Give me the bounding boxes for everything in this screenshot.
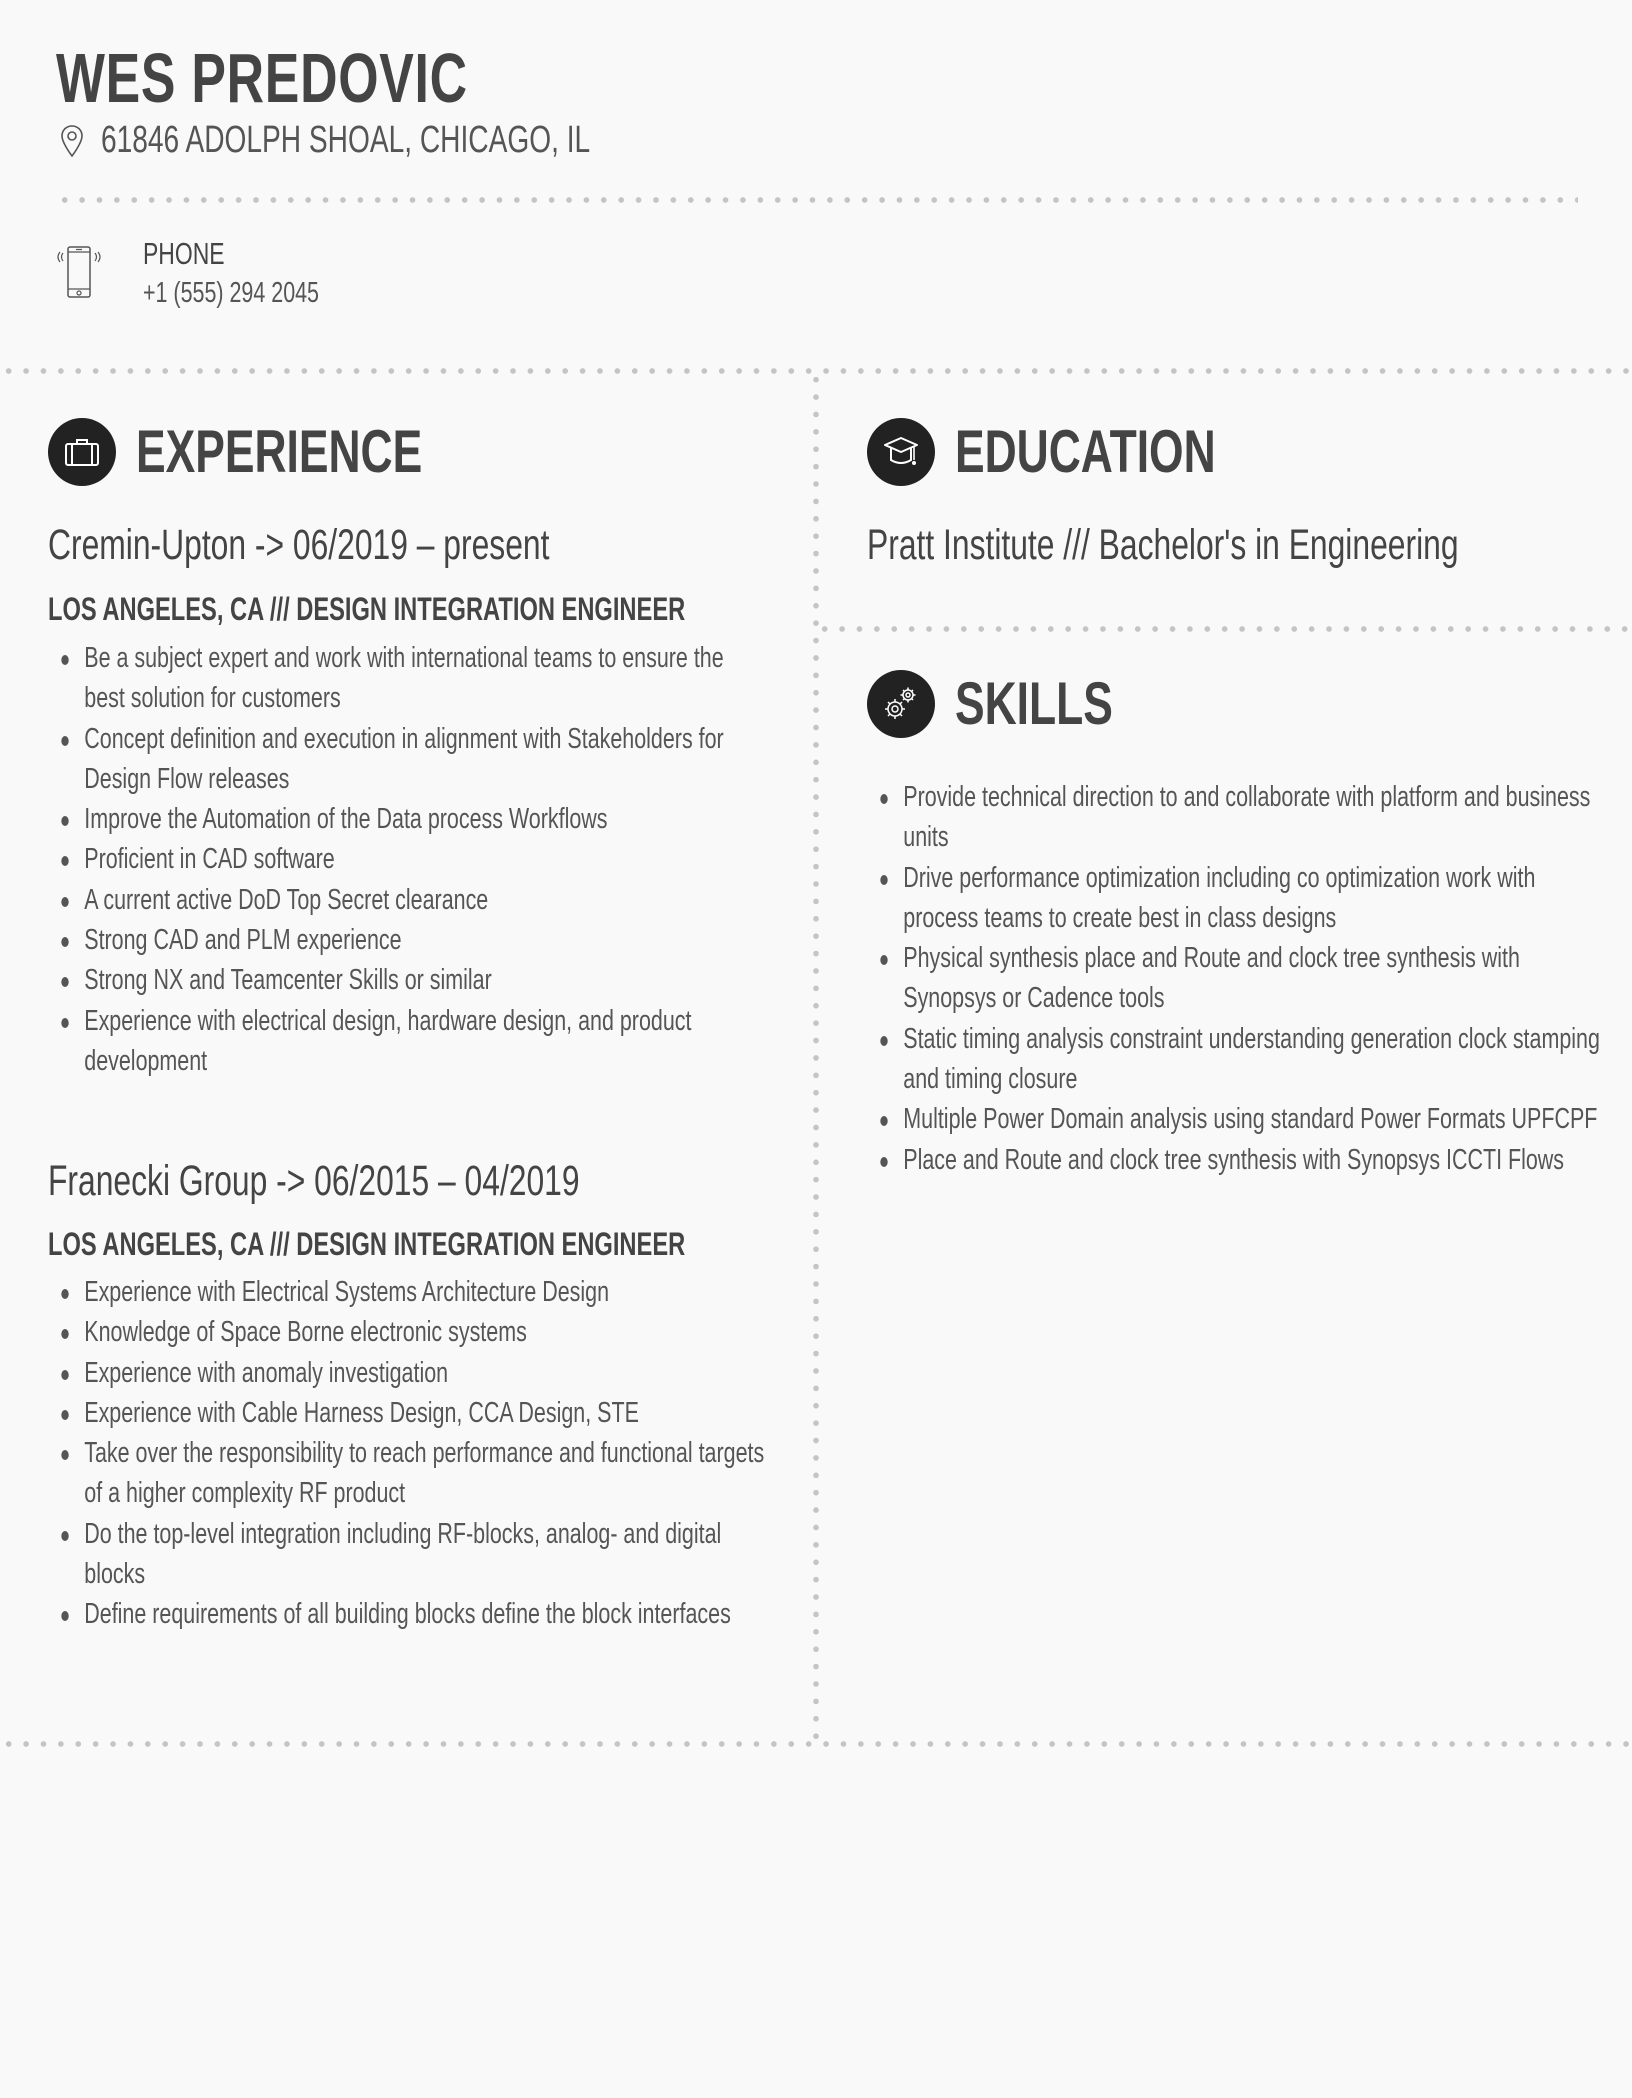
list-item: Provide technical direction to and collaborate with platform and business units — [867, 777, 1616, 858]
skills-list — [867, 777, 1616, 1180]
candidate-name: WES PREDOVIC — [56, 39, 468, 117]
phone-label: PHONE — [143, 236, 225, 271]
briefcase-icon — [63, 433, 101, 471]
list-item: Be a subject expert and work with international teams to ensure the best solution for customers — [48, 638, 764, 719]
list-item: Strong NX and Teamcenter Skills or similar — [48, 960, 764, 1000]
skills-heading: SKILLS — [955, 670, 1113, 737]
job-2-company-dates: Franecki Group -> 06/2015 – 04/2019 — [48, 1157, 580, 1205]
list-item: Take over the responsibility to reach performance and functional targets of a higher complexity RF product — [48, 1433, 788, 1514]
list-item: Experience with anomaly investigation — [48, 1353, 788, 1393]
mobile-phone-icon — [54, 245, 110, 301]
column-divider — [813, 371, 819, 1745]
education-icon-badge — [867, 418, 935, 486]
job-1-location-title: LOS ANGELES, CA /// DESIGN INTEGRATION ENGINEER — [48, 591, 686, 627]
map-pin-icon — [60, 124, 84, 158]
list-item: Proficient in CAD software — [48, 839, 764, 879]
list-item: Concept definition and execution in alignment with Stakeholders for Design Flow releases — [48, 719, 764, 800]
list-item: Knowledge of Space Borne electronic systems — [48, 1312, 788, 1352]
job-2-location-title: LOS ANGELES, CA /// DESIGN INTEGRATION ENGINEER — [48, 1226, 686, 1262]
section-divider-bottom — [0, 1741, 1632, 1747]
experience-heading: EXPERIENCE — [136, 418, 423, 485]
job-2-bullets — [48, 1272, 788, 1635]
list-item: Place and Route and clock tree synthesis with Synopsys ICCTI Flows — [867, 1140, 1616, 1180]
list-item: A current active DoD Top Secret clearance — [48, 880, 764, 920]
list-item: Define requirements of all building blocks define the block interfaces — [48, 1594, 788, 1634]
list-item: Multiple Power Domain analysis using standard Power Formats UPFCPF — [867, 1099, 1616, 1139]
job-1-bullets — [48, 638, 764, 1081]
list-item: Physical synthesis place and Route and clock tree synthesis with Synopsys or Cadence tools — [867, 938, 1616, 1019]
graduation-cap-icon — [881, 432, 921, 472]
experience-icon-badge — [48, 418, 116, 486]
gears-icon — [879, 682, 923, 726]
list-item: Experience with Cable Harness Design, CCA Design, STE — [48, 1393, 788, 1433]
education-skills-divider — [816, 626, 1632, 632]
list-item: Experience with electrical design, hardware design, and product development — [48, 1001, 764, 1082]
list-item: Improve the Automation of the Data process Workflows — [48, 799, 764, 839]
education-entry: Pratt Institute /// Bachelor's in Engineering — [867, 521, 1459, 569]
address: 61846 ADOLPH SHOAL, CHICAGO, IL — [101, 119, 591, 161]
header-divider — [56, 197, 1578, 203]
list-item: Strong CAD and PLM experience — [48, 920, 764, 960]
phone-number[interactable]: +1 (555) 294 2045 — [143, 277, 320, 309]
list-item: Static timing analysis constraint understanding generation clock stamping and timing closure — [867, 1019, 1616, 1100]
skills-icon-badge — [867, 670, 935, 738]
list-item: Experience with Electrical Systems Architecture Design — [48, 1272, 788, 1312]
education-heading: EDUCATION — [955, 418, 1216, 485]
list-item: Do the top-level integration including RF-blocks, analog- and digital blocks — [48, 1514, 788, 1595]
list-item: Drive performance optimization including co optimization work with process teams to create best in class designs — [867, 858, 1616, 939]
job-1-company-dates: Cremin-Upton -> 06/2019 – present — [48, 521, 550, 569]
